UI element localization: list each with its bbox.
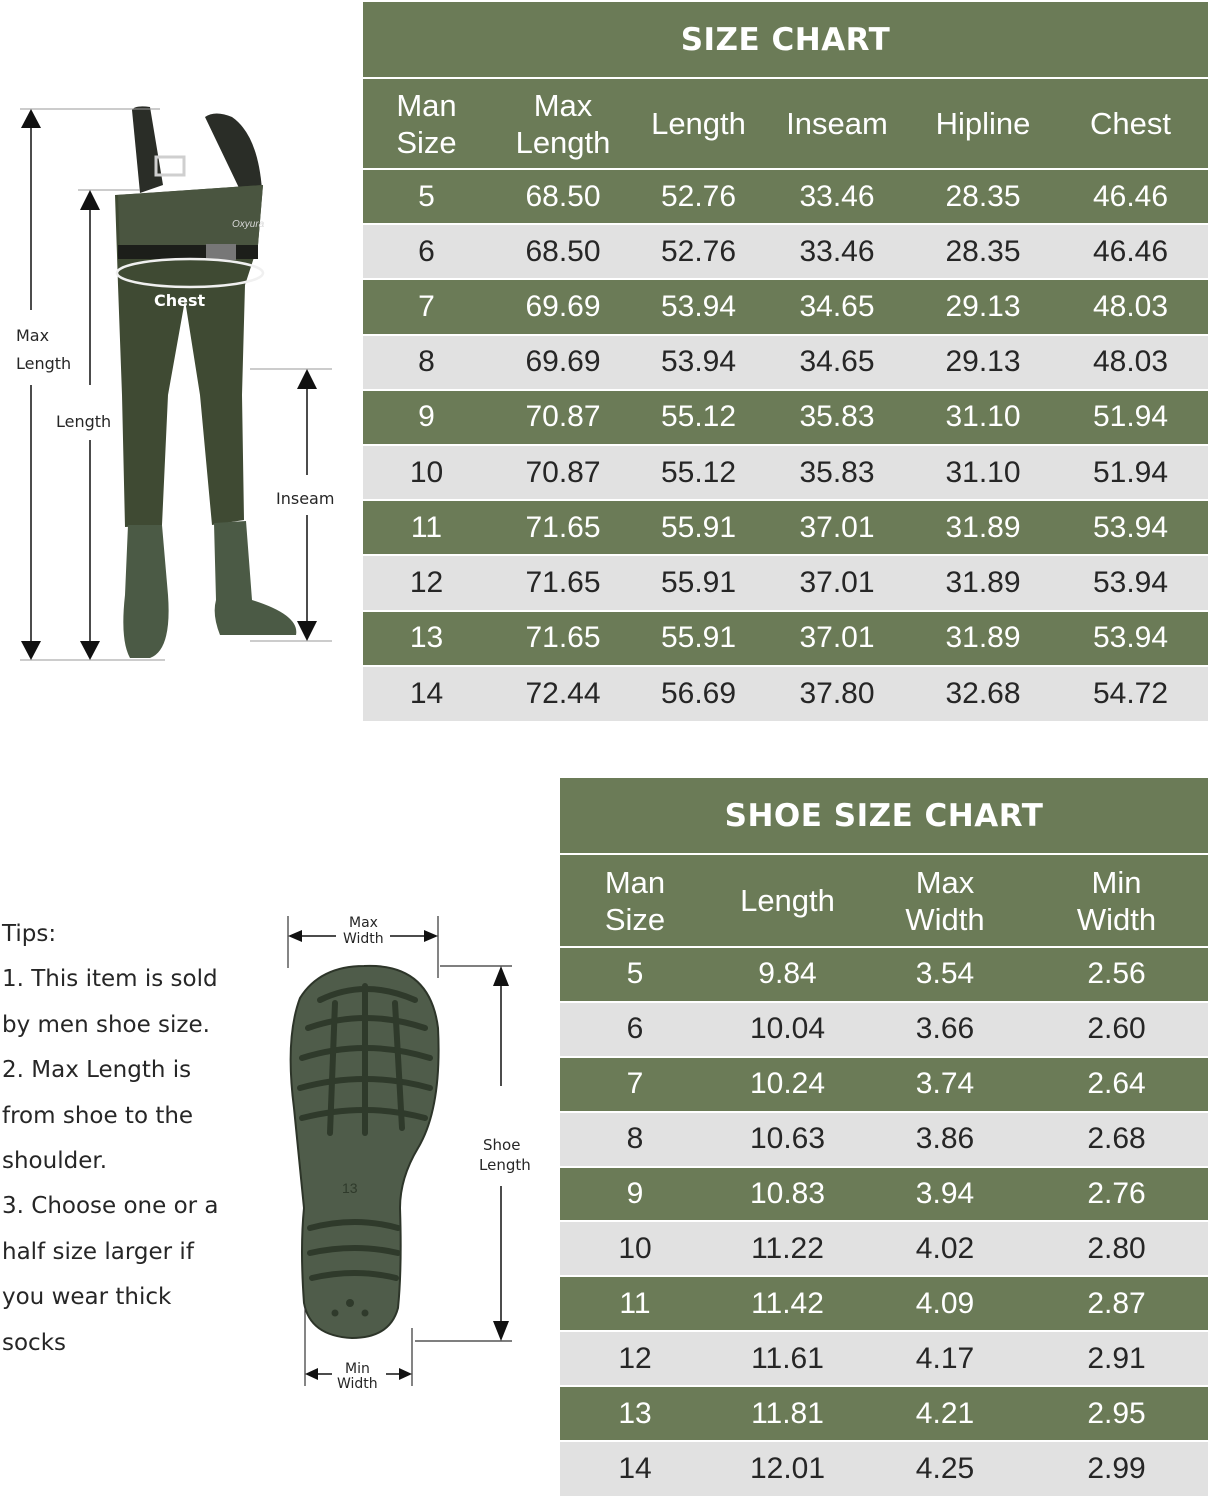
table-row [363,169,1208,224]
column-header [490,78,636,169]
table-row [363,666,1208,721]
column-header-line: Max [533,87,593,123]
table-cell: 32.68 [913,666,1053,721]
table-cell: 2.91 [1025,1331,1208,1386]
table-cell: 34.65 [761,279,913,334]
table-cell: 11.61 [710,1331,865,1386]
table-cell: 10.04 [710,1002,865,1057]
table-cell: 31.10 [913,390,1053,445]
chest-belt [118,245,258,259]
column-header-line: Chest [1090,106,1171,141]
table-cell: 68.50 [490,224,636,279]
table-cell: 71.65 [490,555,636,610]
length-label: Length [56,412,112,431]
table-cell: 35.83 [761,390,913,445]
table-row [363,611,1208,666]
table-cell: 70.87 [490,445,636,500]
table-cell: 3.86 [865,1112,1025,1167]
table-row [560,1057,1208,1112]
inseam-label: Inseam [276,489,335,508]
table-row [363,335,1208,390]
brand-text: Oxyura [232,219,265,230]
table-cell: 7 [363,279,490,334]
table-cell: 3.66 [865,1002,1025,1057]
table-cell: 31.89 [913,611,1053,666]
table-cell: 53.94 [1053,555,1208,610]
table-cell: 4.17 [865,1331,1025,1386]
column-header [710,854,865,947]
table-cell: 46.46 [1053,224,1208,279]
table-cell: 3.54 [865,947,1025,1002]
table-cell: 3.94 [865,1167,1025,1222]
column-header-line: Length [740,883,835,918]
table-cell: 2.76 [1025,1167,1208,1222]
table-row [560,1386,1208,1441]
table-cell: 29.13 [913,279,1053,334]
table-cell: 55.91 [636,555,761,610]
tip-line: 3. Choose one or a [2,1193,219,1220]
column-header [865,854,1025,947]
tip-line: socks [2,1329,67,1356]
column-header-line: Man [604,864,666,900]
table-cell: 11 [560,1276,710,1331]
table-cell: 12.01 [710,1441,865,1496]
shoe-length-label-2: Length [479,1156,531,1174]
min-width-label-2: Width [337,1376,378,1392]
table-cell: 4.25 [865,1441,1025,1496]
table-cell: 9 [560,1167,710,1222]
table-cell: 31.89 [913,500,1053,555]
table-cell: 2.56 [1025,947,1208,1002]
column-header-line: Man [396,87,457,123]
table-row [363,445,1208,500]
table-cell: 4.02 [865,1221,1025,1276]
right-strap [205,114,262,191]
sole-size-stamp: 13 [342,1180,358,1196]
table-cell: 34.65 [761,335,913,390]
table-cell: 12 [560,1331,710,1386]
table-cell: 71.65 [490,500,636,555]
table-cell: 53.94 [1053,500,1208,555]
table-cell: 4.21 [865,1386,1025,1441]
table-cell: 11.81 [710,1386,865,1441]
table-cell: 10 [560,1221,710,1276]
table-cell: 37.01 [761,555,913,610]
column-header [1053,78,1208,169]
column-header [363,78,490,169]
column-header [761,78,913,169]
left-boot [123,525,168,658]
table-cell: 4.09 [865,1276,1025,1331]
column-header-line: Width [1076,901,1157,937]
table-cell: 10.83 [710,1167,865,1222]
tip-line: you wear thick [2,1284,172,1311]
left-strap [132,106,163,193]
right-boot [214,521,296,635]
table-cell: 2.95 [1025,1386,1208,1441]
table-row [363,500,1208,555]
table-row [560,1002,1208,1057]
table-cell: 54.72 [1053,666,1208,721]
table-cell: 37.01 [761,611,913,666]
table-cell: 2.99 [1025,1441,1208,1496]
table-cell: 12 [363,555,490,610]
table-cell: 55.91 [636,611,761,666]
table-cell: 33.46 [761,224,913,279]
table-cell: 53.94 [1053,611,1208,666]
shoe-sole-diagram [280,908,550,1393]
column-header-line: Inseam [786,106,888,141]
tip-line: Tips: [2,921,57,947]
table-cell: 69.69 [490,335,636,390]
table-cell: 8 [560,1112,710,1167]
table-row [560,1331,1208,1386]
table-cell: 56.69 [636,666,761,721]
column-header-line: Max [915,864,975,900]
tip-line: half size larger if [2,1238,194,1265]
table-cell: 72.44 [490,666,636,721]
table-cell: 28.35 [913,224,1053,279]
table-cell: 33.46 [761,169,913,224]
table-cell: 52.76 [636,224,761,279]
size-chart-table [363,2,1208,721]
tip-line: by men shoe size. [2,1011,210,1038]
table-cell: 14 [560,1441,710,1496]
table-cell: 68.50 [490,169,636,224]
column-header-line: Size [396,124,457,160]
table-row [560,1221,1208,1276]
table-cell: 51.94 [1053,390,1208,445]
table-cell: 31.89 [913,555,1053,610]
tips-block [2,912,252,1366]
size-chart-body [363,169,1208,721]
column-header [1025,854,1208,947]
column-header-line: Hipline [935,106,1031,141]
table-cell: 53.94 [636,279,761,334]
column-header-line: Min [1091,864,1142,900]
table-cell: 48.03 [1053,279,1208,334]
table-cell: 55.12 [636,390,761,445]
table-cell: 6 [560,1002,710,1057]
table-cell: 51.94 [1053,445,1208,500]
table-row [560,1112,1208,1167]
shoe-chart-body [560,947,1208,1496]
table-cell: 7 [560,1057,710,1112]
table-cell: 3.74 [865,1057,1025,1112]
table-row [560,1276,1208,1331]
column-header-line: Length [515,124,611,160]
table-cell: 14 [363,666,490,721]
table-cell: 10 [363,445,490,500]
table-cell: 55.12 [636,445,761,500]
table-cell: 9.84 [710,947,865,1002]
table-row [560,947,1208,1002]
table-cell: 11.22 [710,1221,865,1276]
table-cell: 6 [363,224,490,279]
table-row [560,1167,1208,1222]
table-cell: 11 [363,500,490,555]
shoe-chart-header-row [560,854,1208,947]
table-cell: 37.80 [761,666,913,721]
table-cell: 5 [363,169,490,224]
table-cell: 46.46 [1053,169,1208,224]
table-cell: 52.76 [636,169,761,224]
tip-line: 2. Max Length is [2,1057,192,1084]
table-row [363,555,1208,610]
table-cell: 2.87 [1025,1276,1208,1331]
tip-line: 1. This item is sold [2,966,218,993]
table-row [363,224,1208,279]
column-header [560,854,710,947]
table-cell: 2.60 [1025,1002,1208,1057]
size-chart-header-row [363,78,1208,169]
table-cell: 8 [363,335,490,390]
table-cell: 10.24 [710,1057,865,1112]
max-length-label-2: Length [16,354,72,373]
column-header-line: Length [651,106,746,141]
table-cell: 55.91 [636,500,761,555]
max-length-label: Max [16,326,50,345]
table-cell: 10.63 [710,1112,865,1167]
table-cell: 35.83 [761,445,913,500]
column-header-line: Size [604,901,666,937]
table-cell: 31.10 [913,445,1053,500]
tip-line: from shoe to the [2,1102,194,1129]
table-cell: 2.68 [1025,1112,1208,1167]
shoe-length-label: Shoe [483,1136,521,1154]
size-chart-title: SIZE CHART [363,2,1208,78]
table-cell: 71.65 [490,611,636,666]
chest-label: Chest [154,291,206,310]
table-cell: 70.87 [490,390,636,445]
column-header-line: Width [905,901,985,937]
column-header [913,78,1053,169]
wader-diagram [0,95,350,675]
table-cell: 11.42 [710,1276,865,1331]
table-cell: 69.69 [490,279,636,334]
table-cell: 13 [363,611,490,666]
table-cell: 13 [560,1386,710,1441]
shoe-chart-title: SHOE SIZE CHART [560,778,1208,854]
shoe-size-chart-table [560,778,1208,1496]
table-cell: 9 [363,390,490,445]
max-width-label: Max [349,915,378,931]
max-width-label-2: Width [343,931,384,947]
table-row [363,390,1208,445]
table-cell: 37.01 [761,500,913,555]
column-header [636,78,761,169]
table-cell: 48.03 [1053,335,1208,390]
tip-line: shoulder. [2,1148,108,1175]
table-row [560,1441,1208,1496]
table-cell: 29.13 [913,335,1053,390]
table-row [363,279,1208,334]
table-cell: 2.80 [1025,1221,1208,1276]
table-cell: 5 [560,947,710,1002]
table-cell: 28.35 [913,169,1053,224]
min-width-label: Min [345,1361,370,1377]
table-cell: 53.94 [636,335,761,390]
table-cell: 2.64 [1025,1057,1208,1112]
